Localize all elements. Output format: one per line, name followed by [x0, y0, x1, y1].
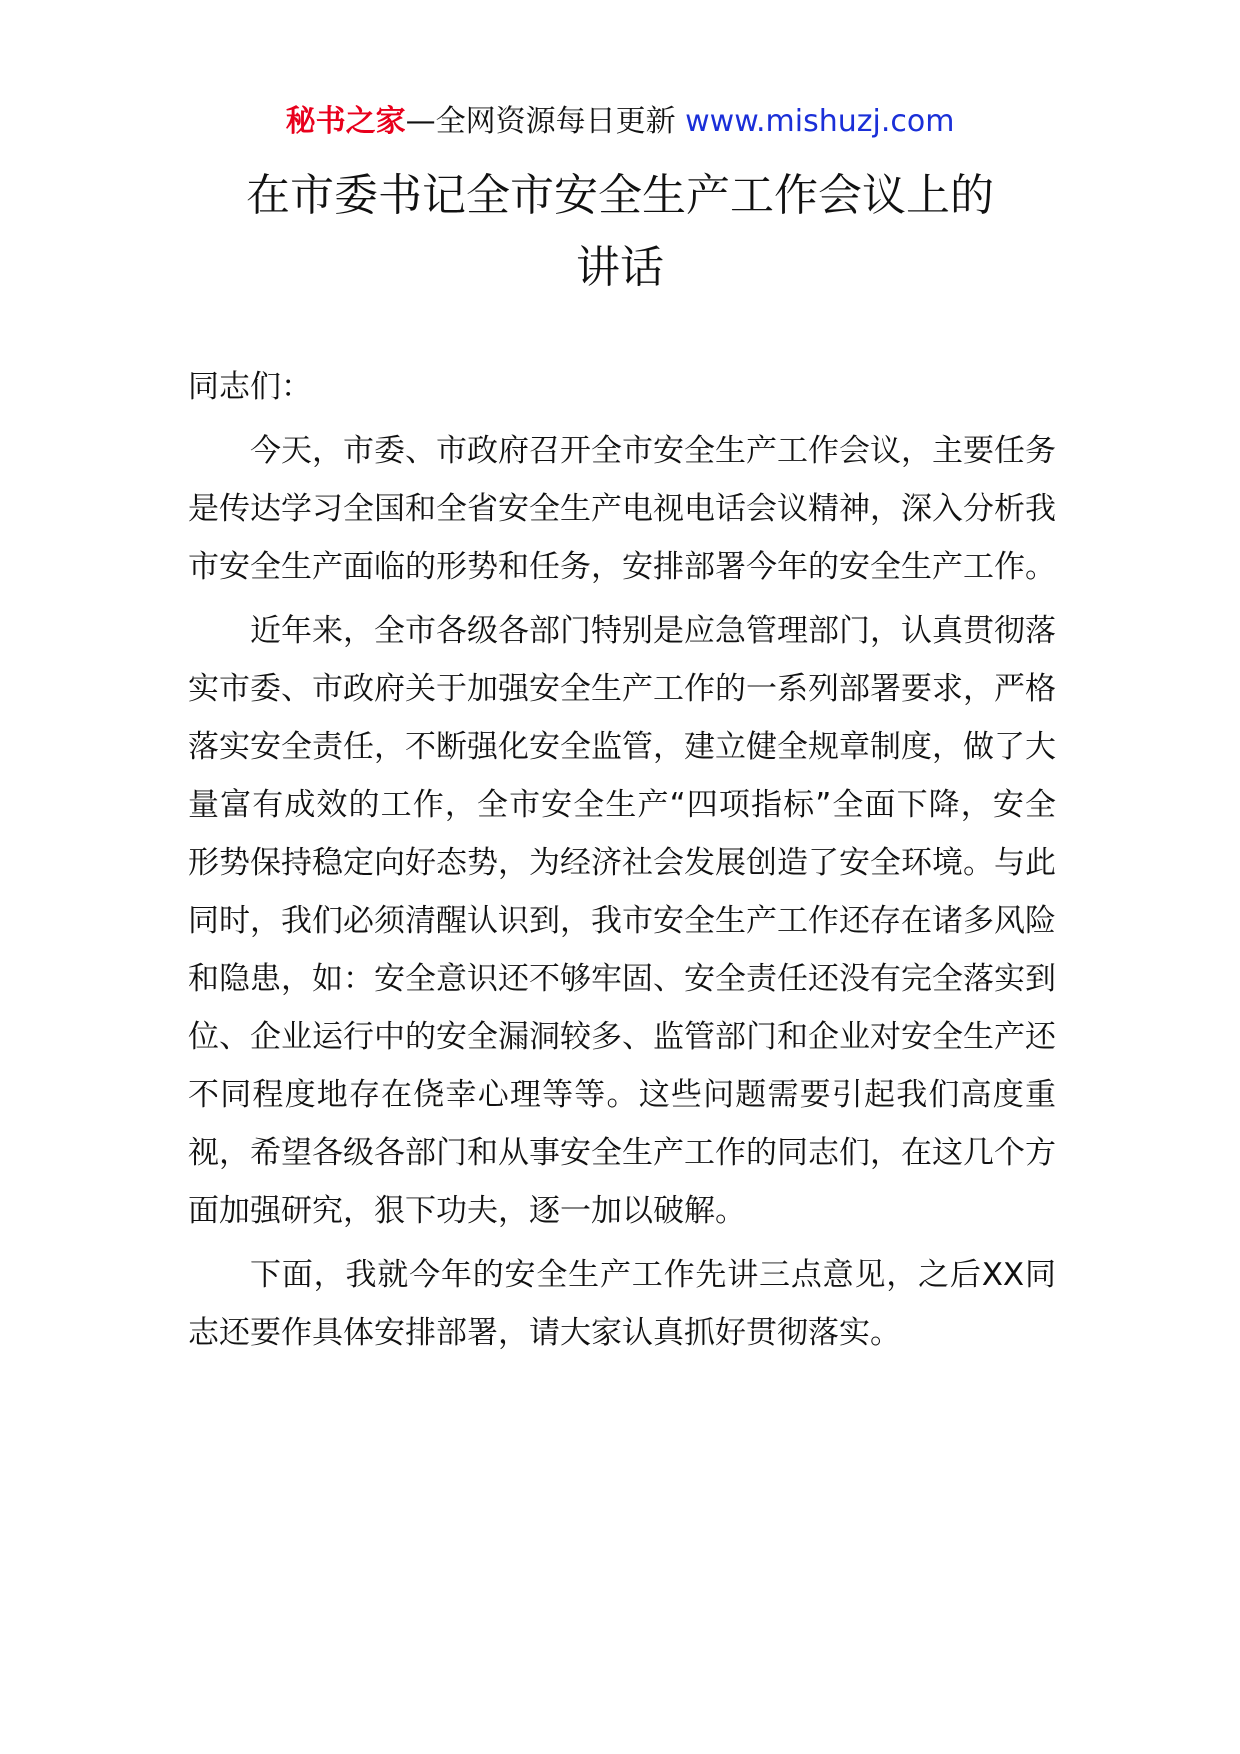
body-paragraph: 下面，我就今年的安全生产工作先讲三点意见，之后XX同志还要作具体安排部署，请大家认真抓好贯彻落实。 [188, 1257, 1056, 1351]
site-header [0, 100, 1240, 144]
header-tagline: —全网资源每日更新 [405, 104, 676, 139]
document-body [188, 358, 1056, 1368]
title-line-2: 讲话 [576, 242, 664, 293]
body-paragraph: 今天，市委、市政府召开全市安全生产工作会议，主要任务是传达学习全国和全省安全生产电视电话会议精神，深入分析我市安全生产面临的形势和任务，安排部署今年的安全生产工作。 [188, 433, 1056, 585]
salutation: 同志们： [188, 369, 312, 405]
title-line-1: 在市委书记全市安全生产工作会议上的 [246, 170, 994, 221]
document-title [0, 160, 1240, 304]
body-paragraph: 近年来，全市各级各部门特别是应急管理部门，认真贯彻落实市委、市政府关于加强安全生产工作的一系列部署要求，严格落实安全责任，不断强化安全监管，建立健全规章制度，做了大量富有成效的工作，全市安全生产“四项指标”全面下降，安全形势保持稳定向好态势，为经济社会发展创造了安全环境。与此同时，我们必须清醒认识到，我市安全生产工作还存在诸多风险和隐患，如：安全意识还不够牢固、安全责任还没有完全落实到位、企业运行中的安全漏洞较多、监管部门和企业对安全生产还不同程度地存在侥幸心理等等。这些问题需要引起我们高度重视，希望各级各部门和从事安全生产工作的同志们，在这几个方面加强研究，狠下功夫，逐一加以破解。 [188, 613, 1056, 1229]
brand-name: 秘书之家 [285, 104, 406, 139]
site-url-link[interactable]: www.mishuzj.com [685, 104, 955, 139]
